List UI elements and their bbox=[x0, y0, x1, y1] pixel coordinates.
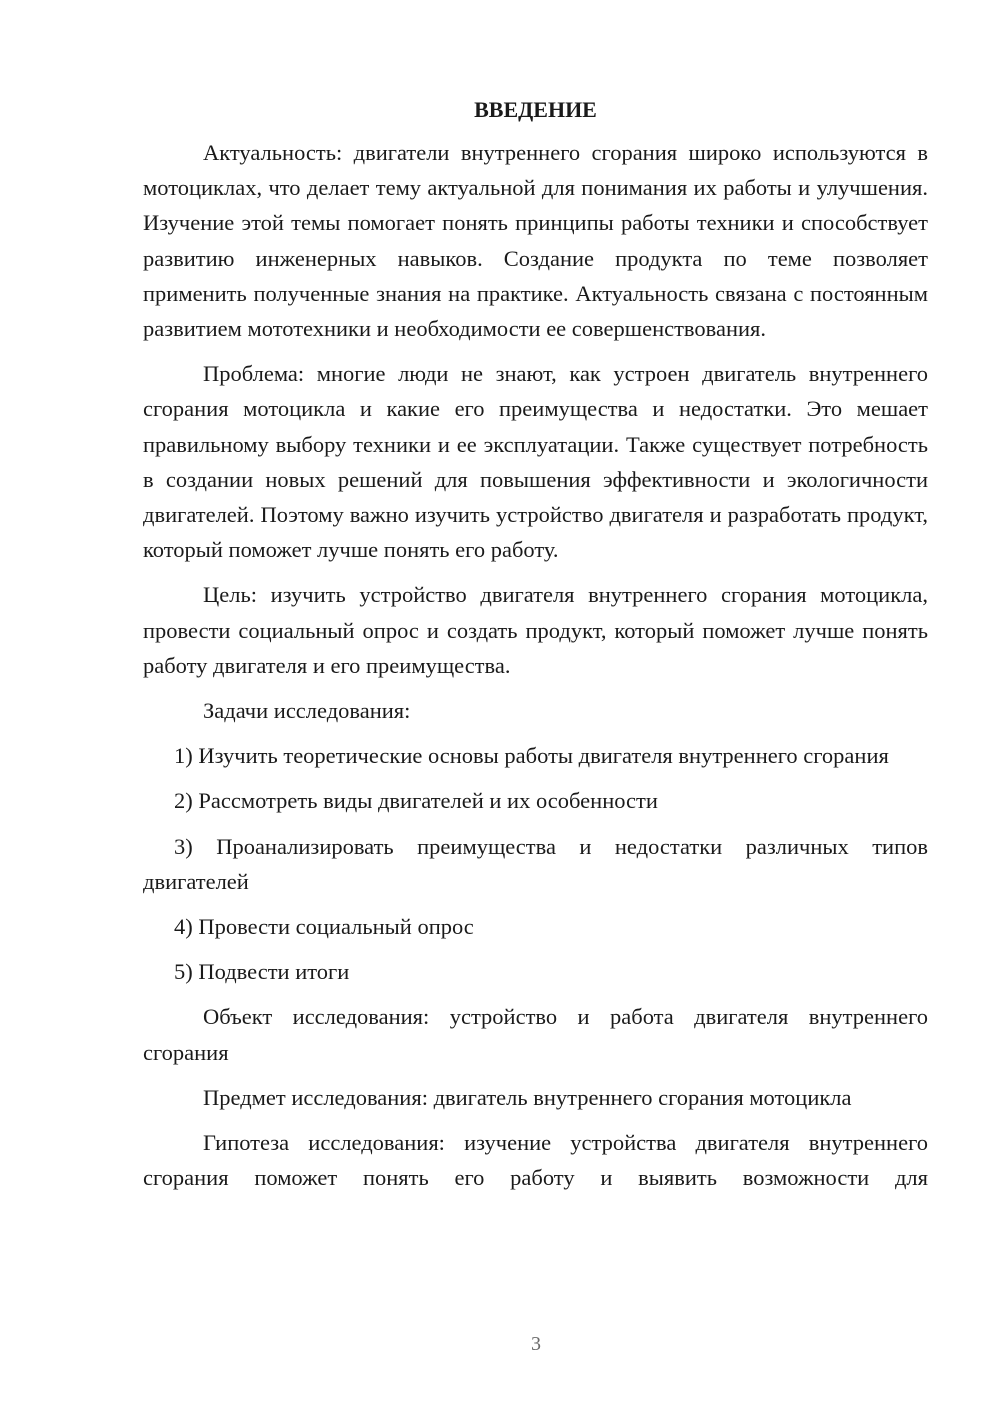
task-item-1: 1) Изучить теоретические основы работы двигателя внутреннего сгорания bbox=[174, 743, 889, 769]
document-heading: ВВЕДЕНИЕ bbox=[474, 97, 597, 122]
document-page bbox=[143, 92, 928, 1195]
task-item-5: 5) Подвести итоги bbox=[174, 959, 350, 985]
task-item-4: 4) Провести социальный опрос bbox=[174, 914, 474, 940]
page-number: 3 bbox=[531, 1333, 541, 1355]
task-item-2: 2) Рассмотреть виды двигателей и их особенности bbox=[174, 788, 658, 814]
object-paragraph: Объект исследования: устройство и работа двигателя внутреннего сгорания bbox=[143, 1004, 928, 1065]
task-item-3: 3) Проанализировать преимущества и недостатки различных типов двигателей bbox=[143, 833, 928, 894]
problem-paragraph: Проблема: многие люди не знают, как устроен двигатель внутреннего сгорания мотоцикла и какие его преимущества и недостатки. Это мешает правильному выбору техники и ее эксплуатации. Также существует потребность в создании новых решений для повышения эффективности и экологичности двигателей. Поэтому важно изучить устройство двигателя и разработать продукт, который поможет лучше понять его работу. bbox=[143, 361, 928, 563]
tasks-heading: Задачи исследования: bbox=[203, 698, 411, 724]
subject-paragraph: Предмет исследования: двигатель внутреннего сгорания мотоцикла bbox=[203, 1084, 852, 1110]
hypothesis-paragraph: Гипотеза исследования: изучение устройства двигателя внутреннего сгорания поможет понять его работу и выявить возможности для bbox=[143, 1130, 928, 1191]
relevance-paragraph: Актуальность: двигатели внутреннего сгорания широко используются в мотоциклах, что делает тему актуальной для понимания их работы и улучшения. Изучение этой темы помогает понять принципы работы техники и способствует развитию инженерных навыков. Создание продукта по теме позволяет применить полученные знания на практике. Актуальность связана с постоянным развитием мототехники и необходимости ее совершенствования. bbox=[143, 140, 928, 342]
goal-paragraph: Цель: изучить устройство двигателя внутреннего сгорания мотоцикла, провести социальный опрос и создать продукт, который поможет лучше понять работу двигателя и его преимущества. bbox=[143, 582, 928, 678]
